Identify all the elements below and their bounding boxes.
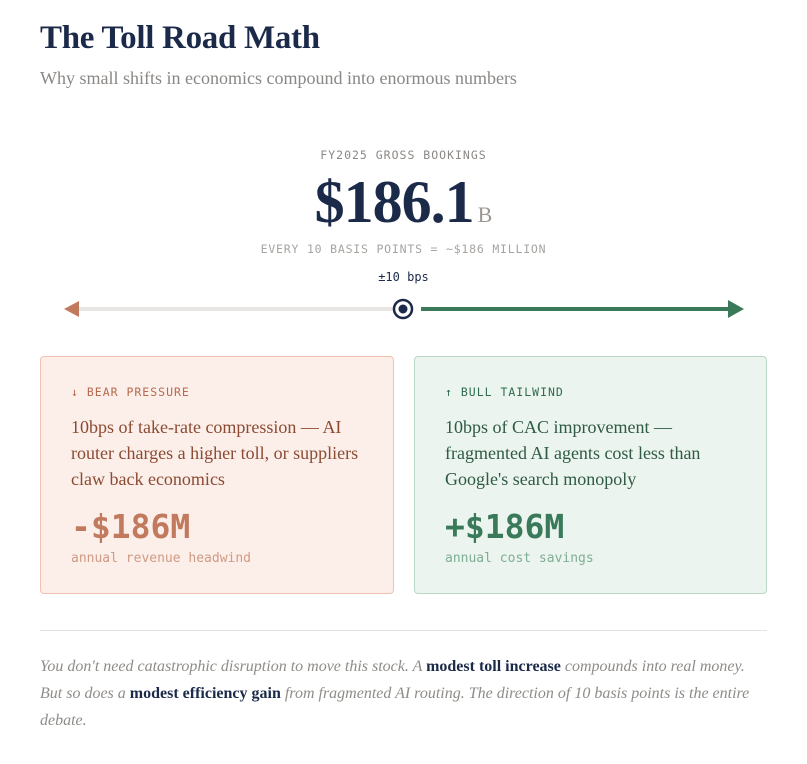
- footnote-emphasis-efficiency: modest efficiency gain: [129, 685, 281, 702]
- page-title: The Toll Road Math: [40, 20, 320, 56]
- metric-note: EVERY 10 BASIS POINTS = ~$186 MILLION: [260, 242, 547, 256]
- bear-card: [40, 356, 394, 594]
- footnote: [40, 653, 767, 734]
- page-subtitle: Why small shifts in economics compound into enormous numbers: [40, 68, 517, 88]
- bear-card-text: 10bps of take-rate compression — AI router charges a higher toll, or suppliers claw back economics: [71, 417, 359, 489]
- metric-number: $186.1: [314, 169, 474, 235]
- bull-card-caption: annual cost savings: [445, 551, 594, 566]
- footnote-text: from fragmented AI routing. The direction of 10 basis points is the entire debate.: [40, 685, 750, 729]
- slider-left-arrow-icon[interactable]: [64, 301, 79, 317]
- footnote-text: compounds into real money. But so does a: [40, 658, 745, 702]
- metric-unit: B: [477, 202, 493, 227]
- bull-card-heading: ↑ BULL TAILWIND: [445, 385, 564, 399]
- divider: [40, 630, 767, 631]
- bull-card: [414, 356, 767, 594]
- footnote-text: You don't need catastrophic disruption to move this stock. A: [40, 658, 427, 675]
- slider-right-arrow-icon[interactable]: [728, 300, 744, 318]
- metric-label: FY2025 GROSS BOOKINGS: [320, 148, 487, 162]
- slider-handle-dot: [399, 305, 408, 314]
- footnote-emphasis-toll: modest toll increase: [426, 658, 561, 675]
- bear-card-amount: -$186M: [71, 507, 191, 546]
- bear-card-caption: annual revenue headwind: [71, 551, 252, 566]
- bull-card-amount: +$186M: [445, 507, 565, 546]
- bull-card-text: 10bps of CAC improvement — fragmented AI agents cost less than Google's search monopoly: [445, 417, 701, 489]
- bear-card-heading: ↓ BEAR PRESSURE: [71, 385, 190, 399]
- bps-slider[interactable]: [60, 296, 750, 322]
- slider-value-label: ±10 bps: [378, 270, 429, 284]
- metric-value: [0, 168, 807, 237]
